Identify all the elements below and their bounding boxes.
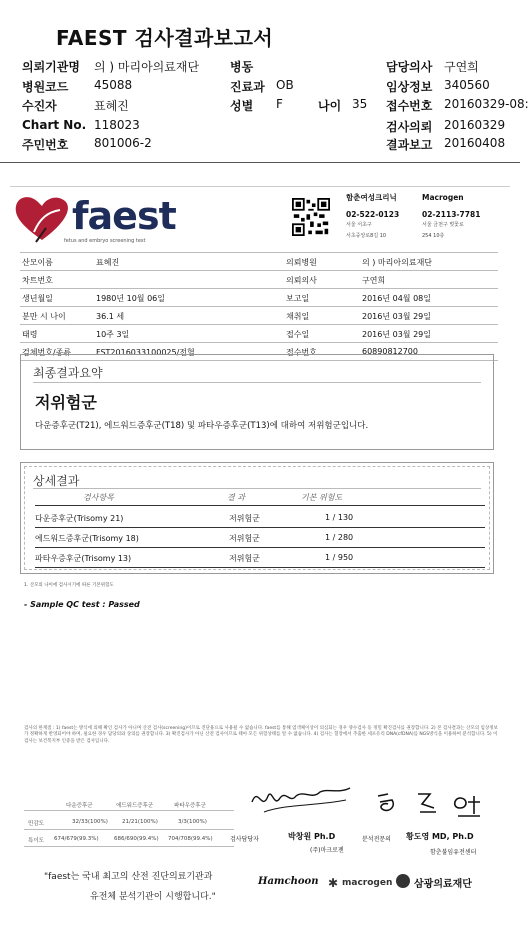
field-label: 병원코드 xyxy=(22,80,69,94)
lab-address: 서울 금천구 벚꽃로 xyxy=(422,222,464,228)
field-value: 표혜진 xyxy=(94,99,129,113)
info-label: 검체번호/종류 xyxy=(22,348,72,357)
field-value: 20160408 xyxy=(444,136,506,150)
info-value: 표혜진 xyxy=(96,258,120,267)
info-value: FST2016033100025/전혈 xyxy=(96,348,195,357)
samkwang-logo: 삼광의료재단 xyxy=(414,879,472,890)
divider xyxy=(35,527,485,528)
field-value: 의 ) 마리아의료재단 xyxy=(94,60,200,74)
test-item: 다운증후군(Trisomy 21) xyxy=(35,514,124,523)
field-value: 801006-2 xyxy=(94,136,152,150)
signer-name: 박창원 Ph.D xyxy=(288,832,336,841)
lab-phone: 02-2113-7781 xyxy=(422,210,481,219)
field-label: Chart No. xyxy=(22,118,87,132)
patient-row xyxy=(20,289,498,306)
stats-value: 3/3(100%) xyxy=(178,819,207,825)
field-value: OB xyxy=(276,78,294,92)
field-value: F xyxy=(276,97,283,111)
info-label: 분만 시 나이 xyxy=(22,312,66,321)
patient-row xyxy=(20,253,498,270)
info-value: 구연희 xyxy=(362,276,386,285)
test-result: 저위험군 xyxy=(229,534,260,543)
info-label: 접수일 xyxy=(286,330,310,339)
field-label: 수진자 xyxy=(22,99,57,113)
detail-box xyxy=(20,462,494,574)
stats-value: 21/21(100%) xyxy=(122,819,158,825)
clinic-info xyxy=(346,192,426,242)
test-risk: 1 / 130 xyxy=(325,513,354,522)
clinic-address: 서울 서초구 xyxy=(346,222,372,228)
header-row xyxy=(0,58,520,76)
patient-row xyxy=(20,307,498,324)
field-label: 결과보고 xyxy=(386,138,433,152)
stats-label: 특이도 xyxy=(28,838,44,844)
macrogen-logo-icon: ✱ xyxy=(328,876,339,890)
column-header: 기본 위험도 xyxy=(301,493,343,502)
report-header xyxy=(0,0,529,166)
heart-logo-icon xyxy=(12,188,72,248)
header-row xyxy=(0,118,520,136)
stats-value: 686/690(99.4%) xyxy=(114,836,159,842)
field-label: 진료과 xyxy=(230,80,265,94)
report-document xyxy=(10,176,510,920)
info-label: 의뢰병원 xyxy=(286,258,317,267)
divider xyxy=(33,382,481,383)
stats-header: 에드워드증후군 xyxy=(116,803,154,809)
stats-value: 674/679(99.3%) xyxy=(54,836,99,842)
signer-org: (주)마크로젠 xyxy=(310,847,344,854)
info-value: 2016년 03월 29일 xyxy=(362,312,431,321)
clinic-phone: 02-522-0123 xyxy=(346,210,400,219)
field-value: 20160329 xyxy=(444,118,506,132)
field-value: 340560 xyxy=(444,78,490,92)
field-label: 병동 xyxy=(230,60,254,74)
footnote: 1. 산모의 나이에 검사시기에 따른 기본위험도 xyxy=(24,583,114,588)
field-label: 의뢰기관명 xyxy=(22,60,80,74)
header-row xyxy=(0,97,529,115)
field-label: 나이 xyxy=(318,99,342,113)
logo-subtitle: fetus and embryo screening test xyxy=(64,238,146,244)
field-label: 담당의사 xyxy=(386,60,433,74)
logo-wordmark: faest xyxy=(72,194,176,238)
info-value: 10주 3일 xyxy=(96,330,130,339)
patient-row xyxy=(20,271,498,288)
divider xyxy=(33,488,481,489)
field-label: 접수번호 xyxy=(386,99,433,113)
lab-name: Macrogen xyxy=(422,193,464,202)
lab-address: 254 10층 xyxy=(422,233,445,239)
divider xyxy=(24,810,234,811)
divider xyxy=(24,846,234,847)
clinic-name: 함춘여성크리닉 xyxy=(346,193,397,202)
macrogen-logo: macrogen xyxy=(342,878,393,888)
field-label: 주민번호 xyxy=(22,138,69,152)
qc-status: - Sample QC test : Passed xyxy=(24,600,140,609)
field-value: 구연희 xyxy=(444,60,479,74)
info-label: 접수번호 xyxy=(286,348,317,357)
stats-value: 32/33(100%) xyxy=(72,819,108,825)
signer-role: 검사담당자 xyxy=(230,836,259,843)
patient-row xyxy=(20,325,498,342)
signature-right xyxy=(370,788,490,822)
info-value: 36.1 세 xyxy=(96,312,125,321)
stats-value: 704/708(99.4%) xyxy=(168,836,213,842)
test-item: 에드워드증후군(Trisomy 18) xyxy=(35,534,139,543)
test-result: 저위험군 xyxy=(229,554,260,563)
summary-title: 최종결과요약 xyxy=(33,366,103,380)
test-item: 파타우증후군(Trisomy 13) xyxy=(35,554,132,563)
info-label: 채취일 xyxy=(286,312,310,321)
info-label: 생년월일 xyxy=(22,294,53,303)
field-label: 성별 xyxy=(230,99,254,113)
hamchoon-logo: Hamchoon xyxy=(258,876,319,887)
disclaimer: 검사의 한계점 : 1) faest는 방식에 의해 확인 검사가 아니며 산전 검사(screening)이므로 진단용으로 사용될 수 없습니다. faest를 통해 염색체이상이 의심되는 경우 양수검사 등 정밀 확진검사를 권장합니다. 2) 본 검사결과는 산모의 임상정보가 정확하게 반영되어야 하며, 필요한 경우 담당의와 상의를 권장합니다. 3) 확진검사가 아닌 산전 검사이므로 태아 모든 위험상태를 알 수 없습니다. 4) 검사는 혈장에서 추출한 세포유리 DNA(cfDNA)를 NGS방식을 이용하여 분석합니다. 5) 이 검사는 보건복지부 인증을 받은 검사입니다. xyxy=(24,726,498,744)
report-title: FAEST 검사결과보고서 xyxy=(56,26,274,50)
column-header: 결 과 xyxy=(227,493,245,502)
field-value: 35 xyxy=(352,97,368,111)
info-value: 60890812700 xyxy=(362,347,418,356)
header-row xyxy=(0,78,520,96)
table-row xyxy=(35,549,485,567)
divider xyxy=(0,162,520,163)
signer-name: 황도영 MD, Ph.D xyxy=(406,832,474,841)
column-header: 검사항목 xyxy=(83,493,114,502)
field-label: 검사의뢰 xyxy=(386,120,433,134)
info-label: 차트번호 xyxy=(22,276,53,285)
summary-headline: 저위험군 xyxy=(35,393,97,412)
samkwang-logo-icon xyxy=(396,874,410,888)
qr-code-icon xyxy=(292,198,330,236)
field-value: 20160329-08: xyxy=(444,97,529,111)
info-value: 2016년 03월 29일 xyxy=(362,330,431,339)
faest-logo xyxy=(12,188,176,248)
summary-text: 다운증후군(T21), 에드워드증후군(T18) 및 파타우증후군(T13)에 대하여 저위험군입니다. xyxy=(35,421,369,431)
table-row xyxy=(35,529,485,547)
info-value: 1980년 10월 06일 xyxy=(96,294,165,303)
divider xyxy=(35,547,485,548)
divider xyxy=(10,186,510,187)
divider xyxy=(35,567,485,568)
stats-header: 다운증후군 xyxy=(66,803,93,809)
field-value: 118023 xyxy=(94,118,140,132)
quote-line: "faest는 국내 최고의 산전 진단의료기관과 xyxy=(44,872,213,882)
info-label: 보고일 xyxy=(286,294,310,303)
lab-info xyxy=(422,192,507,242)
test-result: 저위험군 xyxy=(229,514,260,523)
info-value: 의 ) 마리아의료재단 xyxy=(362,258,433,267)
stats-header: 파타우증후군 xyxy=(174,803,206,809)
table-row xyxy=(35,509,485,527)
quote-line: 유전체 분석기관이 시행합니다." xyxy=(90,892,216,902)
info-value: 2016년 04월 08일 xyxy=(362,294,431,303)
field-label: 임상정보 xyxy=(386,80,433,94)
test-risk: 1 / 280 xyxy=(325,533,354,542)
signer-org: 함춘불임유전센터 xyxy=(430,849,477,856)
divider xyxy=(35,505,485,506)
info-label: 산모이름 xyxy=(22,258,53,267)
signature-left xyxy=(246,782,358,818)
stats-label: 민감도 xyxy=(28,821,44,827)
clinic-address: 서초중앙로8길 10 xyxy=(346,233,387,239)
summary-box xyxy=(20,354,494,450)
info-label: 태령 xyxy=(22,330,38,339)
field-value: 45088 xyxy=(94,78,133,92)
divider xyxy=(24,829,234,830)
test-risk: 1 / 950 xyxy=(325,553,354,562)
info-label: 의뢰의사 xyxy=(286,276,317,285)
header-row xyxy=(0,136,520,154)
detail-title: 상세결과 xyxy=(33,474,80,488)
signer-role: 분석전문의 xyxy=(362,836,391,843)
